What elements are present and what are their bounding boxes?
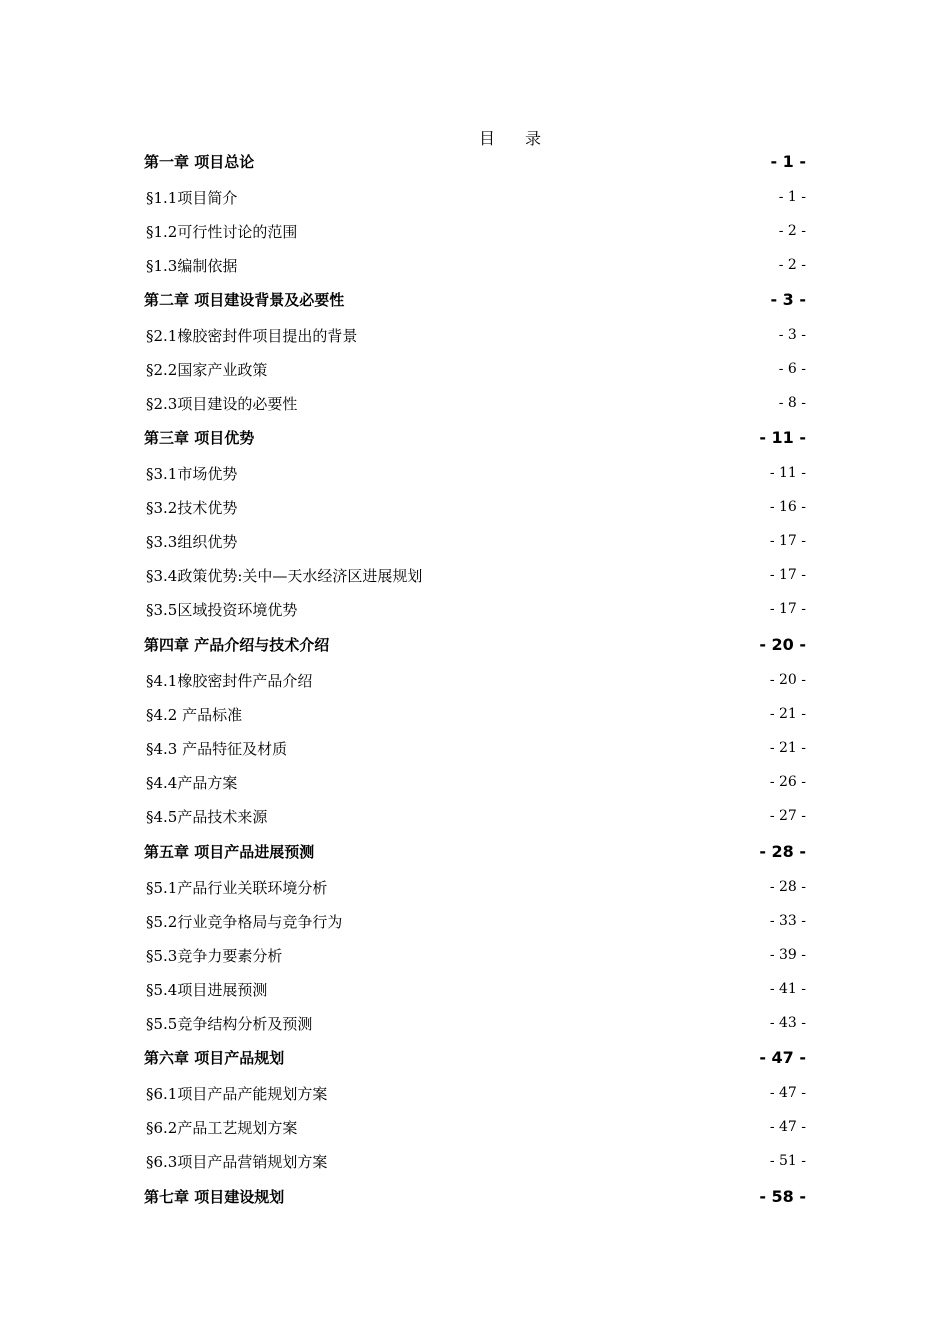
toc-section-entry[interactable] bbox=[144, 1115, 806, 1139]
toc-section-entry[interactable] bbox=[144, 563, 806, 587]
toc-entry-page-number: - 17 - bbox=[769, 601, 806, 617]
toc-entry-page-number: - 11 - bbox=[759, 427, 806, 447]
toc-entry-label: §6.2产品工艺规划方案 bbox=[146, 1118, 298, 1137]
toc-entry-label: §3.5区域投资环境优势 bbox=[146, 600, 298, 619]
toc-entry-page-number: - 58 - bbox=[759, 1186, 806, 1206]
toc-entry-label: §5.3竞争力要素分析 bbox=[146, 946, 283, 965]
toc-entry-label: §1.2可行性讨论的范围 bbox=[146, 222, 298, 241]
toc-chapter-entry[interactable] bbox=[144, 287, 806, 311]
toc-entry-page-number: - 17 - bbox=[769, 567, 806, 583]
toc-section-entry[interactable] bbox=[144, 1011, 806, 1035]
toc-entry-page-number: - 20 - bbox=[759, 634, 806, 654]
toc-entry-page-number: - 28 - bbox=[759, 841, 806, 861]
toc-entry-page-number: - 28 - bbox=[769, 879, 806, 895]
toc-chapter-entry[interactable] bbox=[144, 1045, 806, 1069]
toc-entry-page-number: - 20 - bbox=[769, 672, 806, 688]
toc-entry-label: 第四章 产品介绍与技术介绍 bbox=[144, 635, 330, 654]
toc-entry-label: §4.1橡胶密封件产品介绍 bbox=[146, 671, 313, 690]
toc-section-entry[interactable] bbox=[144, 702, 806, 726]
toc-entry-label: §1.1项目简介 bbox=[146, 188, 238, 207]
toc-entry-page-number: - 3 - bbox=[778, 327, 806, 343]
toc-entry-label: §5.5竞争结构分析及预测 bbox=[146, 1014, 313, 1033]
toc-section-entry[interactable] bbox=[144, 219, 806, 243]
toc-entry-page-number: - 6 - bbox=[778, 361, 806, 377]
toc-entry-label: §2.1橡胶密封件项目提出的背景 bbox=[146, 326, 358, 345]
toc-section-entry[interactable] bbox=[144, 875, 806, 899]
toc-section-entry[interactable] bbox=[144, 943, 806, 967]
toc-section-entry[interactable] bbox=[144, 909, 806, 933]
toc-entry-label: 第七章 项目建设规划 bbox=[144, 1187, 285, 1206]
toc-entry-label: 第六章 项目产品规划 bbox=[144, 1048, 285, 1067]
toc-entry-label: §3.1市场优势 bbox=[146, 464, 238, 483]
toc-entry-page-number: - 11 - bbox=[769, 465, 806, 481]
toc-section-entry[interactable] bbox=[144, 391, 806, 415]
toc-section-entry[interactable] bbox=[144, 357, 806, 381]
toc-entry-label: §1.3编制依据 bbox=[146, 256, 238, 275]
toc-entry-label: §3.2技术优势 bbox=[146, 498, 238, 517]
toc-entry-page-number: - 8 - bbox=[778, 395, 806, 411]
toc-entry-label: §2.2国家产业政策 bbox=[146, 360, 268, 379]
toc-section-entry[interactable] bbox=[144, 804, 806, 828]
toc-chapter-entry[interactable] bbox=[144, 425, 806, 449]
toc-title: 目录 bbox=[478, 129, 571, 148]
toc-section-entry[interactable] bbox=[144, 253, 806, 277]
toc-section-entry[interactable] bbox=[144, 770, 806, 794]
toc-chapter-entry[interactable] bbox=[144, 839, 806, 863]
toc-entry-page-number: - 43 - bbox=[769, 1015, 806, 1031]
toc-entry-page-number: - 47 - bbox=[769, 1085, 806, 1101]
toc-entry-label: §4.2 产品标准 bbox=[146, 705, 243, 724]
toc-entry-label: 第三章 项目优势 bbox=[144, 428, 255, 447]
toc-entry-page-number: - 16 - bbox=[769, 499, 806, 515]
toc-entry-page-number: - 47 - bbox=[769, 1119, 806, 1135]
toc-section-entry[interactable] bbox=[144, 323, 806, 347]
toc-entry-label: §2.3项目建设的必要性 bbox=[146, 394, 298, 413]
toc-section-entry[interactable] bbox=[144, 461, 806, 485]
toc-entry-label: 第二章 项目建设背景及必要性 bbox=[144, 290, 345, 309]
toc-entry-page-number: - 1 - bbox=[770, 151, 806, 171]
toc-entry-page-number: - 27 - bbox=[769, 808, 806, 824]
toc-entry-page-number: - 3 - bbox=[770, 289, 806, 309]
toc-section-entry[interactable] bbox=[144, 736, 806, 760]
toc-entry-page-number: - 47 - bbox=[759, 1047, 806, 1067]
toc-entry-page-number: - 17 - bbox=[769, 533, 806, 549]
toc-entry-page-number: - 26 - bbox=[769, 774, 806, 790]
toc-entry-page-number: - 21 - bbox=[769, 740, 806, 756]
toc-entry-label: §6.1项目产品产能规划方案 bbox=[146, 1084, 328, 1103]
toc-entry-page-number: - 39 - bbox=[769, 947, 806, 963]
toc-section-entry[interactable] bbox=[144, 1149, 806, 1173]
toc-entry-label: §4.3 产品特征及材质 bbox=[146, 739, 288, 758]
toc-entry-label: §3.3组织优势 bbox=[146, 532, 238, 551]
toc-entry-label: §4.5产品技术来源 bbox=[146, 807, 268, 826]
toc-entry-page-number: - 51 - bbox=[769, 1153, 806, 1169]
toc-entry-label: §5.1产品行业关联环境分析 bbox=[146, 878, 328, 897]
toc-entry-page-number: - 21 - bbox=[769, 706, 806, 722]
toc-entry-label: 第一章 项目总论 bbox=[144, 152, 255, 171]
toc-entry-label: §4.4产品方案 bbox=[146, 773, 238, 792]
toc-section-entry[interactable] bbox=[144, 185, 806, 209]
toc-section-entry[interactable] bbox=[144, 529, 806, 553]
toc-entry-label: 第五章 项目产品进展预测 bbox=[144, 842, 315, 861]
toc-entry-page-number: - 33 - bbox=[769, 913, 806, 929]
toc-chapter-entry[interactable] bbox=[144, 632, 806, 656]
toc-chapter-entry[interactable] bbox=[144, 1184, 806, 1208]
toc-section-entry[interactable] bbox=[144, 977, 806, 1001]
toc-section-entry[interactable] bbox=[144, 597, 806, 621]
toc-section-entry[interactable] bbox=[144, 495, 806, 519]
toc-entry-page-number: - 2 - bbox=[778, 223, 806, 239]
toc-entry-label: §5.2行业竞争格局与竞争行为 bbox=[146, 912, 343, 931]
toc-entry-page-number: - 1 - bbox=[778, 189, 806, 205]
toc-entry-label: §3.4政策优势:关中—天水经济区进展规划 bbox=[146, 566, 423, 585]
toc-section-entry[interactable] bbox=[144, 668, 806, 692]
toc-section-entry[interactable] bbox=[144, 1081, 806, 1105]
toc-entry-page-number: - 2 - bbox=[778, 257, 806, 273]
toc-entry-label: §6.3项目产品营销规划方案 bbox=[146, 1152, 328, 1171]
toc-entry-page-number: - 41 - bbox=[769, 981, 806, 997]
toc-chapter-entry[interactable] bbox=[144, 149, 806, 173]
toc-entry-label: §5.4项目进展预测 bbox=[146, 980, 268, 999]
